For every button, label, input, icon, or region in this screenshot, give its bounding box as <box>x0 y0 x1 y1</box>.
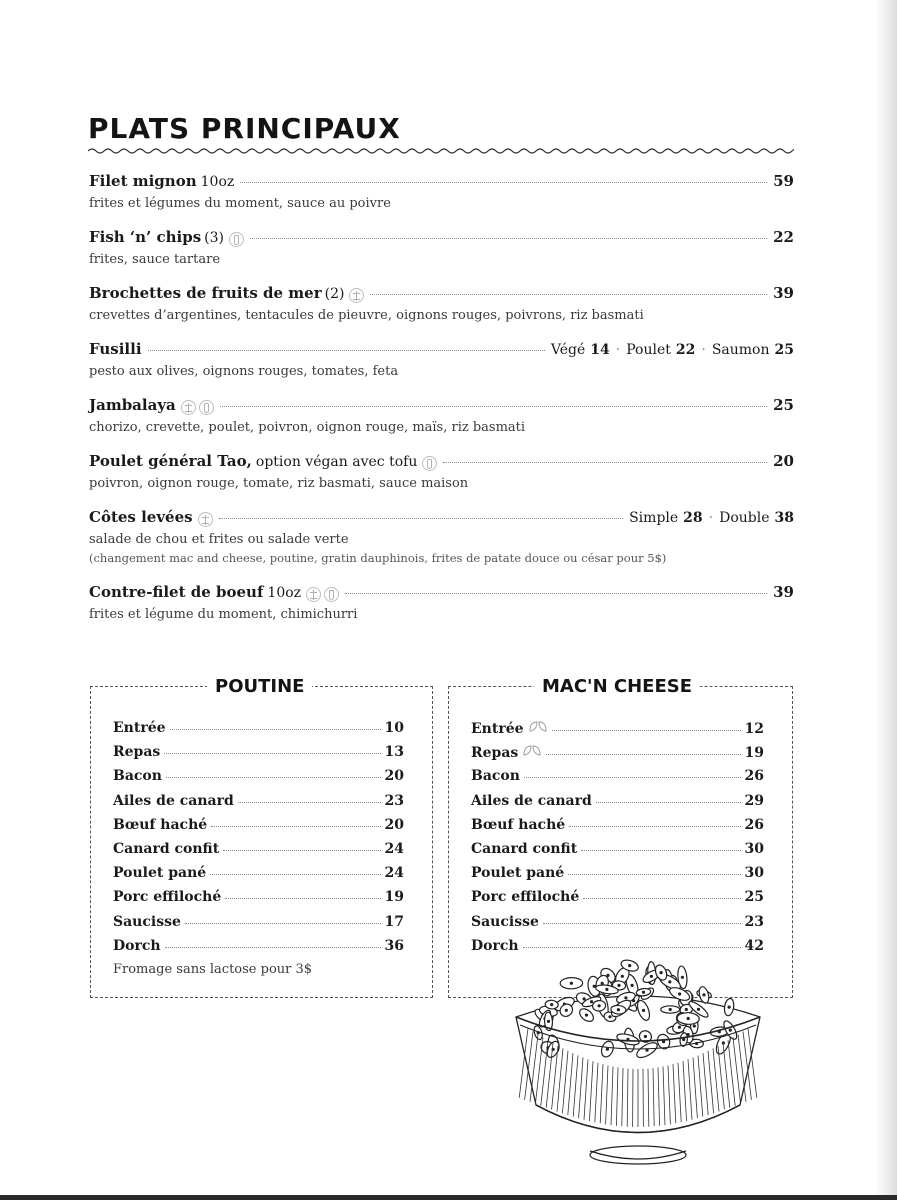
dot-leader <box>583 898 740 899</box>
menu-item-note: (changement mac and cheese, poutine, gratin dauphinois, frites de patate douce ou césar pour 5$) <box>89 551 667 565</box>
bottom-edge <box>0 1195 897 1200</box>
list-item-name: Bacon <box>471 768 520 785</box>
list-item <box>471 793 764 817</box>
list-item-name: Poulet pané <box>113 865 207 882</box>
section-heading: PLATS PRINCIPAUX <box>88 112 401 145</box>
dot-leader <box>219 518 624 519</box>
dietary-icons <box>229 232 244 247</box>
list-item-name: Bœuf haché <box>471 816 566 833</box>
dietary-icons <box>422 456 437 471</box>
list-item-price: 19 <box>384 889 404 906</box>
poutine-box <box>90 676 433 998</box>
price-option-label: Végé <box>550 342 586 358</box>
dot-leader <box>240 182 767 183</box>
menu-item-name: Jambalaya <box>89 396 176 414</box>
gluten-wheat-icon <box>306 587 321 602</box>
list-item-name: Bœuf haché <box>113 816 208 833</box>
menu-item <box>89 172 794 213</box>
menu-item-name: Côtes levées <box>89 508 193 526</box>
list-item-price: 36 <box>384 937 404 954</box>
mac-cheese-bowl-illustration <box>508 955 768 1177</box>
menu-item-extra: 10oz <box>267 585 302 601</box>
wavy-divider <box>88 146 794 156</box>
menu-item-price-options <box>551 342 794 358</box>
list-item-name: Repas <box>113 744 161 761</box>
vegetarian-leaf-icon <box>528 720 548 733</box>
menu-item-row <box>89 396 794 418</box>
menu-item-description: crevettes d’argentines, tentacules de pieuvre, oignons rouges, poivrons, riz basmati <box>89 308 644 323</box>
menu-item-description: poivron, oignon rouge, tomate, riz basmati, sauce maison <box>89 476 469 491</box>
dietary-icons <box>198 512 213 527</box>
menu-item-description: pesto aux olives, oignons rouges, tomates, feta <box>89 364 399 379</box>
list-item-name: Poulet pané <box>471 865 565 882</box>
mac-cheese-list <box>471 720 764 962</box>
list-item-name: Dorch <box>113 937 161 954</box>
menu-item-row <box>89 284 794 306</box>
dot-leader <box>170 729 381 730</box>
dot-leader <box>552 730 741 731</box>
list-item <box>113 768 404 792</box>
list-item <box>471 914 764 938</box>
spicy-pepper-icon <box>199 400 214 415</box>
dot-leader <box>250 238 767 239</box>
list-item-price: 20 <box>384 816 404 833</box>
menu-item-description: frites et légumes du moment, sauce au poivre <box>89 196 391 211</box>
menu-item-extra: option végan avec tofu <box>255 454 418 470</box>
list-item <box>113 914 404 938</box>
poutine-list <box>113 720 404 977</box>
menu-item-price: 25 <box>773 396 794 414</box>
menu-item-price: 39 <box>773 583 794 601</box>
menu-item-row <box>89 228 794 250</box>
list-item-price: 23 <box>744 913 764 930</box>
menu-item-row <box>89 452 794 474</box>
list-item <box>113 865 404 889</box>
price-separator: · <box>615 342 621 358</box>
price-option-value: 25 <box>774 342 794 358</box>
list-item <box>471 865 764 889</box>
list-item-price: 17 <box>384 913 404 930</box>
menu-item <box>89 340 794 381</box>
list-item-name: Canard confit <box>471 840 578 857</box>
menu-item <box>89 452 794 493</box>
dot-leader <box>210 874 380 875</box>
gluten-wheat-icon <box>198 512 213 527</box>
menu-item-badge: (2) <box>324 286 345 302</box>
dot-leader <box>543 923 741 924</box>
list-item-price: 19 <box>744 745 764 762</box>
list-item-price: 26 <box>744 768 764 785</box>
dot-leader <box>581 850 740 851</box>
price-option-value: 14 <box>590 342 610 358</box>
dot-leader <box>569 826 740 827</box>
dot-leader <box>165 947 381 948</box>
dot-leader <box>524 777 741 778</box>
list-item <box>113 841 404 865</box>
list-item-name: Entrée <box>113 720 166 736</box>
list-item <box>113 720 404 744</box>
menu-item <box>89 583 794 624</box>
menu-item-description: salade de chou et frites ou salade verte <box>89 532 349 547</box>
menu-item <box>89 228 794 269</box>
dot-leader <box>443 462 767 463</box>
list-item-price: 42 <box>744 937 764 954</box>
dietary-icons <box>306 587 339 602</box>
list-item <box>113 889 404 913</box>
list-item-price: 25 <box>744 889 764 906</box>
dietary-icons <box>181 400 214 415</box>
menu-item-row <box>89 508 794 530</box>
menu-item-name: Fish ‘n’ chips <box>89 228 202 246</box>
menu-item-name: Fusilli <box>89 340 142 358</box>
price-option-value: 28 <box>683 510 703 526</box>
dot-leader <box>370 294 767 295</box>
list-item-price: 20 <box>384 768 404 785</box>
list-item <box>113 938 404 962</box>
main-dishes-list <box>89 172 794 639</box>
list-item-price: 26 <box>744 816 764 833</box>
menu-item-badge: (3) <box>204 230 225 246</box>
gluten-wheat-icon <box>349 288 364 303</box>
menu-item-price: 59 <box>773 172 794 190</box>
menu-item-row <box>89 172 794 194</box>
list-note: Fromage sans lactose pour 3$ <box>113 961 313 977</box>
dot-leader <box>238 802 381 803</box>
dot-leader <box>223 850 380 851</box>
menu-item-row <box>89 340 794 362</box>
list-item-price: 24 <box>384 840 404 857</box>
dot-leader <box>568 874 740 875</box>
list-item-name: Ailes de canard <box>113 792 234 809</box>
dot-leader <box>596 802 741 803</box>
dot-leader <box>148 350 545 351</box>
price-separator: · <box>701 342 706 358</box>
menu-item-name: Poulet général Tao, <box>89 452 252 470</box>
gluten-wheat-icon <box>181 400 196 415</box>
mac-cheese-box <box>448 676 793 998</box>
poutine-title: POUTINE <box>207 676 312 697</box>
list-item <box>471 720 764 744</box>
price-option-label: Poulet <box>626 342 671 358</box>
menu-item-name: Contre-filet de boeuf <box>89 583 264 601</box>
list-item-name: Porc effiloché <box>113 889 222 906</box>
menu-item-row <box>89 583 794 605</box>
list-item <box>113 817 404 841</box>
menu-item-extra: 10oz <box>200 174 235 190</box>
price-option-value: 22 <box>675 342 696 358</box>
price-option-label: Simple <box>629 510 679 526</box>
list-item-name: Saucisse <box>113 913 181 930</box>
price-option-label: Double <box>719 510 770 526</box>
dietary-icons <box>349 288 364 303</box>
list-item-name: Canard confit <box>113 840 220 857</box>
list-item-price: 29 <box>744 792 764 809</box>
menu-item-price: 39 <box>773 284 794 302</box>
list-item-price: 12 <box>744 721 764 737</box>
mac-cheese-title: MAC'N CHEESE <box>534 676 700 697</box>
list-item <box>471 744 764 768</box>
vegetarian-leaf-icon <box>522 744 542 757</box>
list-item <box>471 889 764 913</box>
list-item-name: Saucisse <box>471 913 539 930</box>
list-item <box>471 841 764 865</box>
list-item-price: 13 <box>384 744 404 761</box>
menu-item-description: frites et légume du moment, chimichurri <box>89 607 358 622</box>
dot-leader <box>211 826 380 827</box>
list-item-price: 30 <box>744 865 764 882</box>
price-separator: · <box>708 510 714 526</box>
dot-leader <box>546 754 740 755</box>
dot-leader <box>164 753 380 754</box>
list-item-price: 23 <box>384 792 404 809</box>
list-item-name: Bacon <box>113 768 162 785</box>
menu-item-name: Filet mignon <box>89 172 197 190</box>
price-option-label: Saumon <box>711 342 770 358</box>
list-item-name: Porc effiloché <box>471 889 580 906</box>
menu-item-price: 22 <box>773 228 794 246</box>
list-item-price: 10 <box>384 720 404 736</box>
list-item-name: Ailes de canard <box>471 792 592 809</box>
list-item-price: 24 <box>384 865 404 882</box>
spicy-pepper-icon <box>422 456 437 471</box>
menu-item <box>89 508 794 568</box>
list-item-name: Entrée <box>471 721 524 737</box>
menu-item-description: frites, sauce tartare <box>89 252 221 267</box>
menu-item-description: chorizo, crevette, poulet, poivron, oignon rouge, maïs, riz basmati <box>89 420 526 435</box>
list-item <box>113 744 404 768</box>
page-edge-shadow <box>875 0 897 1200</box>
dot-leader <box>166 777 381 778</box>
price-option-value: 38 <box>774 510 794 526</box>
list-item <box>471 817 764 841</box>
dot-leader <box>345 593 767 594</box>
list-item-price: 30 <box>744 840 764 857</box>
dot-leader <box>523 947 741 948</box>
menu-item-price-options <box>629 510 794 526</box>
list-item <box>471 768 764 792</box>
menu-item-price: 20 <box>773 452 794 470</box>
dot-leader <box>225 898 380 899</box>
list-item-name: Repas <box>471 745 519 762</box>
menu-item-name: Brochettes de fruits de mer <box>89 284 322 302</box>
list-item-name: Dorch <box>471 937 519 954</box>
menu-item <box>89 284 794 325</box>
menu-item <box>89 396 794 437</box>
dot-leader <box>185 923 381 924</box>
dot-leader <box>220 406 767 407</box>
spicy-pepper-icon <box>229 232 244 247</box>
spicy-pepper-icon <box>324 587 339 602</box>
list-item <box>113 793 404 817</box>
